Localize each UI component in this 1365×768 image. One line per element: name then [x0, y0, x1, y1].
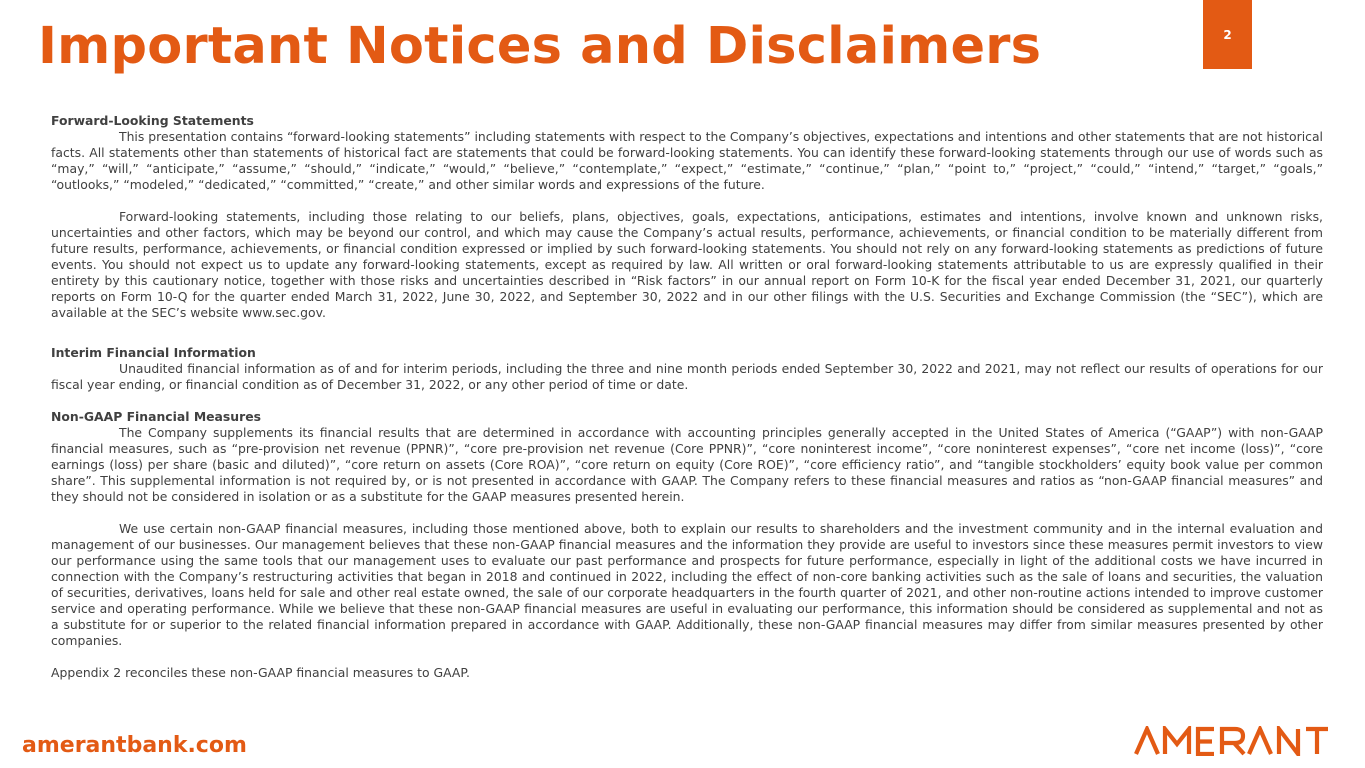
forward-looking-paragraph-1: This presentation contains “forward-looking statements” including statements with respect to the Company’s objectives, expectations and intentions and other statements that are not historical facts. All statements other than statements of historical fact are statements that could be forward-looking statements. You can identify these forward-looking statements through our use of words such as “may,” “will,” “anticipate,” “assume,” “should,” “indicate,” “would,” “believe,” “contemplate,” “expect,” “estimate,” “continue,” “plan,” “point to,” “project,” “could,” “intend,” “target,” “goals,” “outlooks,” “modeled,” “dedicated,” “committed,” “create,” and other similar words and expressions of the future. — [51, 129, 1323, 192]
website-url: amerantbank.com — [22, 733, 247, 758]
section-spacer — [51, 393, 1323, 409]
interim-heading: Interim Financial Information — [51, 345, 256, 360]
paragraph-spacer — [51, 193, 1323, 209]
amerant-logo — [1134, 726, 1350, 756]
disclaimer-body — [51, 113, 1323, 681]
page-number-badge: 2 — [1203, 0, 1252, 69]
forward-looking-paragraph-2: Forward-looking statements, including those relating to our beliefs, plans, objectives, goals, expectations, anticipations, estimates and intentions, involve known and unknown risks, uncertainties and other factors, which may be beyond our control, and which may cause the Company’s actual results, performance, achievements, or financial condition to be materially different from future results, performance, achievements, or financial condition expressed or implied by such forward-looking statements. You should not rely on any forward-looking statements as predictions of future events. You should not expect us to update any forward-looking statements, except as required by law. All written or oral forward-looking statements attributable to us are expressly qualified in their entirety by this cautionary notice, together with those risks and uncertainties described in “Risk factors” in our annual report on Form 10-K for the fiscal year ended December 31, 2021, our quarterly reports on Form 10-Q for the quarter ended March 31, 2022, June 30, 2022, and September 30, 2022 and in our other filings with the U.S. Securities and Exchange Commission (the “SEC”), which are available at the SEC’s website www.sec.gov. — [51, 209, 1323, 320]
non-gaap-paragraph-2: We use certain non-GAAP financial measures, including those mentioned above, both to explain our results to shareholders and the investment community and in the internal evaluation and management of our businesses. Our management believes that these non-GAAP financial measures and the information they provide are useful to investors since these measures permit investors to view our performance using the same tools that our management uses to evaluate our past performance and prospects for future performance, especially in light of the additional costs we have incurred in connection with the Company’s restructuring activities that began in 2018 and continued in 2022, including the effect of non-core banking activities such as the sale of loans and securities, the valuation of securities, derivatives, loans held for sale and other real estate owned, the sale of our corporate headquarters in the fourth quarter of 2021, and other non-routine actions intended to improve customer service and operating performance. While we believe that these non-GAAP financial measures are useful in evaluating our performance, this information should be considered as supplemental and not as a substitute for or superior to the related financial information prepared in accordance with GAAP. Additionally, these non-GAAP financial measures may differ from similar measures presented by other companies. — [51, 521, 1323, 648]
non-gaap-paragraph-3: Appendix 2 reconciles these non-GAAP financial measures to GAAP. — [51, 665, 470, 680]
non-gaap-paragraph-1: The Company supplements its financial results that are determined in accordance with accounting principles generally accepted in the United States of America (“GAAP”) with non-GAAP financial measures, such as “pre-provision net revenue (PPNR)”, “core pre-provision net revenue (Core PPNR)”, “core noninterest income”, “core noninterest expenses”, “core net income (loss)”, “core earnings (loss) per share (basic and diluted)”, “core return on assets (Core ROA)”, “core return on equity (Core ROE)”, “core efficiency ratio”, and “tangible stockholders’ equity book value per common share”. This supplemental information is not required by, or is not presented in accordance with GAAP. The Company refers to these financial measures and ratios as “non-GAAP financial measures” and they should not be considered in isolation or as a substitute for the GAAP measures presented herein. — [51, 425, 1323, 504]
paragraph-spacer — [51, 649, 1323, 665]
paragraph-spacer — [51, 505, 1323, 521]
non-gaap-heading: Non-GAAP Financial Measures — [51, 409, 261, 424]
page-title: Important Notices and Disclaimers — [38, 17, 1042, 76]
interim-paragraph: Unaudited financial information as of and for interim periods, including the three and nine month periods ended September 30, 2022 and 2021, may not reflect our results of operations for our fiscal year ending, or financial condition as of December 31, 2022, or any other period of time or date. — [51, 361, 1323, 392]
forward-looking-heading: Forward-Looking Statements — [51, 113, 254, 128]
section-spacer — [51, 321, 1323, 345]
